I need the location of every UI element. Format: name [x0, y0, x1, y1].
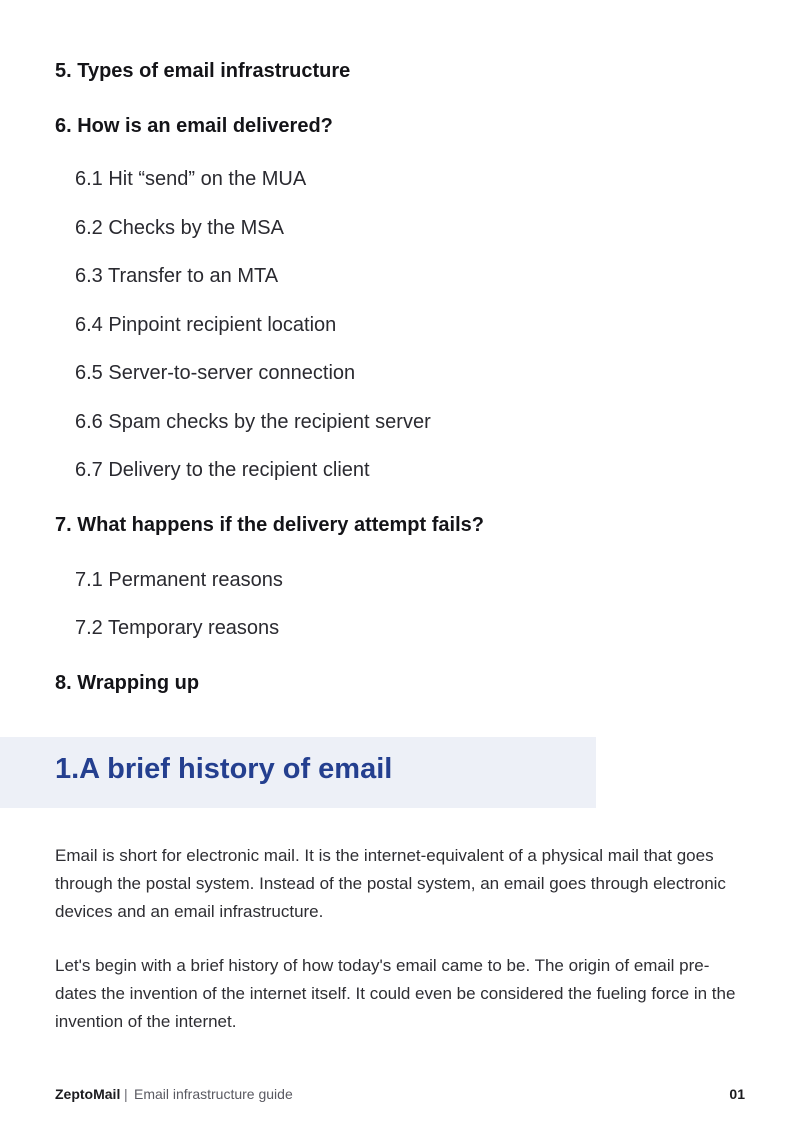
toc-item-8: 8. Wrapping up [55, 672, 200, 694]
section-title: 1.A brief history of email [55, 753, 393, 785]
body-paragraph-1: Email is short for electronic mail. It is the internet-equivalent of a physical mail that goes through the postal system. Instead of the postal system, an email goes through electronic devices and an email infrastructure. [55, 846, 726, 921]
toc-subitem-6-7: 6.7 Delivery to the recipient client [75, 459, 370, 481]
toc-subitem-6-2: 6.2 Checks by the MSA [75, 217, 284, 239]
toc-subitem-6-1: 6.1 Hit “send” on the MUA [75, 168, 307, 190]
toc-subitem-7-1: 7.1 Permanent reasons [75, 569, 283, 591]
toc-subitem-6-3: 6.3 Transfer to an MTA [75, 265, 279, 287]
toc-item-7: 7. What happens if the delivery attempt fails? [55, 514, 484, 536]
toc-item-6: 6. How is an email delivered? [55, 115, 333, 137]
footer-guide-title: Email infrastructure guide [134, 1086, 293, 1102]
body-paragraph-2: Let's begin with a brief history of how today's email came to be. The origin of email pre-dates the invention of the internet itself. It could even be considered the fueling force in the invention of the internet. [55, 956, 736, 1031]
footer-brand: ZeptoMail [55, 1086, 121, 1102]
toc-subitem-7-2: 7.2 Temporary reasons [75, 617, 280, 639]
toc-item-5: 5. Types of email infrastructure [55, 60, 351, 82]
toc-subitem-6-6: 6.6 Spam checks by the recipient server [75, 411, 431, 433]
toc-subitem-6-4: 6.4 Pinpoint recipient location [75, 314, 337, 336]
footer-separator: | [124, 1086, 128, 1102]
toc-subitem-6-5: 6.5 Server-to-server connection [75, 362, 356, 384]
page-number: 01 [729, 1086, 745, 1102]
